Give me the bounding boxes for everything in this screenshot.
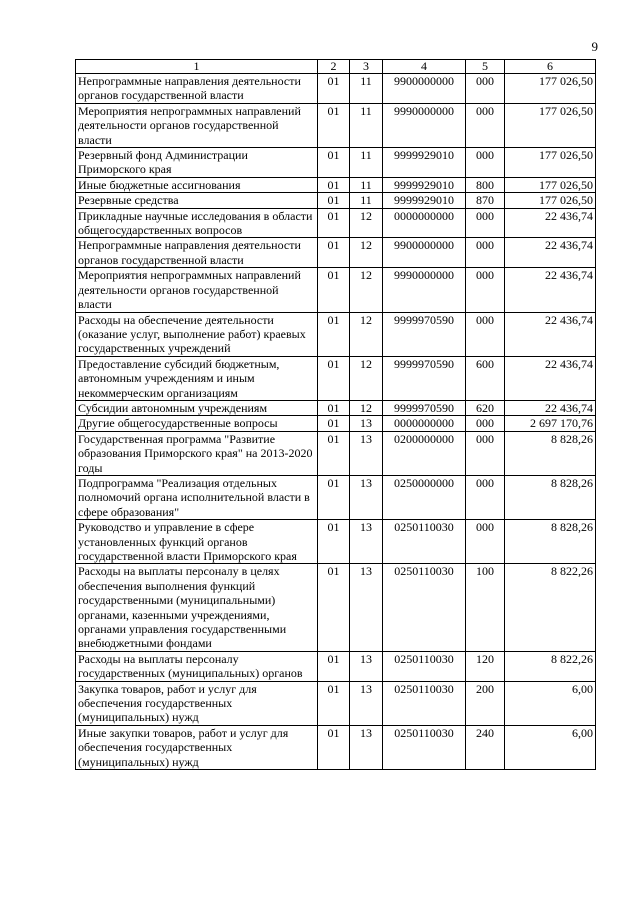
- row-expense-type-cell: 000: [466, 312, 505, 356]
- row-expense-type-cell: 600: [466, 356, 505, 400]
- row-name-cell: Руководство и управление в сфере установленных функций органов государственной власти Приморского края: [76, 520, 318, 564]
- row-amount-cell: 2 697 170,76: [505, 416, 596, 431]
- column-header-1: 1: [76, 60, 318, 74]
- row-expense-type-cell: 000: [466, 416, 505, 431]
- row-name-cell: Непрограммные направления деятельности органов государственной власти: [76, 74, 318, 104]
- row-name-cell: Подпрограмма "Реализация отдельных полномочий органа исполнительной власти в сфере образования": [76, 475, 318, 519]
- row-expense-type-cell: 000: [466, 268, 505, 312]
- row-target-article-cell: 0250110030: [383, 564, 466, 651]
- row-subsection-cell: 13: [350, 520, 383, 564]
- row-section-cell: 01: [318, 564, 350, 651]
- row-name-cell: Мероприятия непрограммных направлений деятельности органов государственной власти: [76, 103, 318, 147]
- row-section-cell: 01: [318, 475, 350, 519]
- row-amount-cell: 177 026,50: [505, 193, 596, 208]
- table-row: [76, 431, 596, 475]
- column-header-6: 6: [505, 60, 596, 74]
- row-target-article-cell: 9900000000: [383, 238, 466, 268]
- row-name-cell: Предоставление субсидий бюджетным, автономным учреждениям и иным некоммерческим организациям: [76, 356, 318, 400]
- table-row: [76, 520, 596, 564]
- table-row: [76, 400, 596, 415]
- row-amount-cell: 6,00: [505, 681, 596, 725]
- row-section-cell: 01: [318, 416, 350, 431]
- row-name-cell: Непрограммные направления деятельности органов государственной власти: [76, 238, 318, 268]
- row-section-cell: 01: [318, 193, 350, 208]
- row-subsection-cell: 13: [350, 475, 383, 519]
- row-target-article-cell: 0250110030: [383, 681, 466, 725]
- row-amount-cell: 8 828,26: [505, 431, 596, 475]
- row-amount-cell: 22 436,74: [505, 400, 596, 415]
- row-name-cell: Мероприятия непрограммных направлений деятельности органов государственной власти: [76, 268, 318, 312]
- table-row: [76, 74, 596, 104]
- row-amount-cell: 22 436,74: [505, 312, 596, 356]
- row-expense-type-cell: 240: [466, 725, 505, 769]
- row-expense-type-cell: 000: [466, 475, 505, 519]
- row-amount-cell: 8 828,26: [505, 520, 596, 564]
- row-name-cell: Закупка товаров, работ и услуг для обеспечения государственных (муниципальных) нужд: [76, 681, 318, 725]
- row-amount-cell: 177 026,50: [505, 103, 596, 147]
- row-expense-type-cell: 120: [466, 651, 505, 681]
- table-row: [76, 416, 596, 431]
- row-target-article-cell: 9999929010: [383, 193, 466, 208]
- header-row: [76, 60, 596, 74]
- row-target-article-cell: 0200000000: [383, 431, 466, 475]
- row-name-cell: Расходы на обеспечение деятельности (оказание услуг, выполнение работ) краевых государственных учреждений: [76, 312, 318, 356]
- row-amount-cell: 22 436,74: [505, 356, 596, 400]
- table-row: [76, 268, 596, 312]
- row-amount-cell: 22 436,74: [505, 208, 596, 238]
- table-row: [76, 356, 596, 400]
- row-subsection-cell: 12: [350, 400, 383, 415]
- row-name-cell: Иные бюджетные ассигнования: [76, 177, 318, 192]
- row-name-cell: Другие общегосударственные вопросы: [76, 416, 318, 431]
- table-row: [76, 193, 596, 208]
- row-subsection-cell: 11: [350, 74, 383, 104]
- row-name-cell: Государственная программа "Развитие образования Приморского края" на 2013-2020 годы: [76, 431, 318, 475]
- page-number: 9: [591, 39, 598, 54]
- row-amount-cell: 8 822,26: [505, 651, 596, 681]
- row-subsection-cell: 11: [350, 148, 383, 178]
- table-row: [76, 208, 596, 238]
- row-amount-cell: 8 828,26: [505, 475, 596, 519]
- row-expense-type-cell: 000: [466, 74, 505, 104]
- row-section-cell: 01: [318, 177, 350, 192]
- row-target-article-cell: 9999929010: [383, 177, 466, 192]
- row-subsection-cell: 11: [350, 193, 383, 208]
- row-subsection-cell: 12: [350, 208, 383, 238]
- row-section-cell: 01: [318, 400, 350, 415]
- row-target-article-cell: 9999970590: [383, 356, 466, 400]
- row-subsection-cell: 11: [350, 103, 383, 147]
- table-row: [76, 103, 596, 147]
- row-amount-cell: 177 026,50: [505, 177, 596, 192]
- row-section-cell: 01: [318, 356, 350, 400]
- row-target-article-cell: 0000000000: [383, 416, 466, 431]
- table-row: [76, 148, 596, 178]
- row-section-cell: 01: [318, 103, 350, 147]
- table-row: [76, 725, 596, 769]
- table-row: [76, 475, 596, 519]
- table-row: [76, 238, 596, 268]
- table-row: [76, 564, 596, 651]
- row-amount-cell: 177 026,50: [505, 74, 596, 104]
- row-subsection-cell: 12: [350, 312, 383, 356]
- column-header-3: 3: [350, 60, 383, 74]
- row-expense-type-cell: 000: [466, 238, 505, 268]
- row-target-article-cell: 0250000000: [383, 475, 466, 519]
- row-target-article-cell: 9999929010: [383, 148, 466, 178]
- row-name-cell: Субсидии автономным учреждениям: [76, 400, 318, 415]
- row-section-cell: 01: [318, 268, 350, 312]
- row-name-cell: Иные закупки товаров, работ и услуг для обеспечения государственных (муниципальных) нужд: [76, 725, 318, 769]
- row-name-cell: Расходы на выплаты персоналу в целях обеспечения выполнения функций государственными (муниципальными) органами, казенными учреждениями, органами управления государственными внебюджетными фондами: [76, 564, 318, 651]
- row-target-article-cell: 0250110030: [383, 725, 466, 769]
- row-target-article-cell: 0250110030: [383, 651, 466, 681]
- row-target-article-cell: 0000000000: [383, 208, 466, 238]
- row-expense-type-cell: 620: [466, 400, 505, 415]
- row-amount-cell: 22 436,74: [505, 238, 596, 268]
- row-section-cell: 01: [318, 651, 350, 681]
- row-target-article-cell: 9990000000: [383, 103, 466, 147]
- table-row: [76, 681, 596, 725]
- column-header-2: 2: [318, 60, 350, 74]
- row-subsection-cell: 13: [350, 416, 383, 431]
- row-name-cell: Прикладные научные исследования в области общегосударственных вопросов: [76, 208, 318, 238]
- row-expense-type-cell: 000: [466, 520, 505, 564]
- row-subsection-cell: 12: [350, 268, 383, 312]
- row-section-cell: 01: [318, 312, 350, 356]
- row-expense-type-cell: 800: [466, 177, 505, 192]
- row-expense-type-cell: 000: [466, 148, 505, 178]
- row-target-article-cell: 9900000000: [383, 74, 466, 104]
- column-header-5: 5: [466, 60, 505, 74]
- row-expense-type-cell: 200: [466, 681, 505, 725]
- row-amount-cell: 6,00: [505, 725, 596, 769]
- row-section-cell: 01: [318, 681, 350, 725]
- row-subsection-cell: 13: [350, 681, 383, 725]
- row-section-cell: 01: [318, 148, 350, 178]
- budget-table: [75, 59, 596, 770]
- row-amount-cell: 177 026,50: [505, 148, 596, 178]
- row-section-cell: 01: [318, 431, 350, 475]
- row-amount-cell: 8 822,26: [505, 564, 596, 651]
- row-expense-type-cell: 000: [466, 208, 505, 238]
- table-row: [76, 651, 596, 681]
- table-row: [76, 177, 596, 192]
- row-name-cell: Расходы на выплаты персоналу государственных (муниципальных) органов: [76, 651, 318, 681]
- row-section-cell: 01: [318, 520, 350, 564]
- table-body: [76, 74, 596, 770]
- row-target-article-cell: 0250110030: [383, 520, 466, 564]
- row-subsection-cell: 13: [350, 431, 383, 475]
- row-amount-cell: 22 436,74: [505, 268, 596, 312]
- row-section-cell: 01: [318, 725, 350, 769]
- row-expense-type-cell: 000: [466, 431, 505, 475]
- column-header-4: 4: [383, 60, 466, 74]
- row-section-cell: 01: [318, 208, 350, 238]
- row-subsection-cell: 13: [350, 725, 383, 769]
- row-name-cell: Резервные средства: [76, 193, 318, 208]
- row-expense-type-cell: 870: [466, 193, 505, 208]
- row-section-cell: 01: [318, 238, 350, 268]
- row-subsection-cell: 12: [350, 356, 383, 400]
- row-subsection-cell: 12: [350, 238, 383, 268]
- table-row: [76, 312, 596, 356]
- row-section-cell: 01: [318, 74, 350, 104]
- row-target-article-cell: 9999970590: [383, 400, 466, 415]
- row-target-article-cell: 9990000000: [383, 268, 466, 312]
- row-name-cell: Резервный фонд Администрации Приморского края: [76, 148, 318, 178]
- row-subsection-cell: 13: [350, 564, 383, 651]
- row-subsection-cell: 13: [350, 651, 383, 681]
- row-expense-type-cell: 100: [466, 564, 505, 651]
- row-subsection-cell: 11: [350, 177, 383, 192]
- row-expense-type-cell: 000: [466, 103, 505, 147]
- row-target-article-cell: 9999970590: [383, 312, 466, 356]
